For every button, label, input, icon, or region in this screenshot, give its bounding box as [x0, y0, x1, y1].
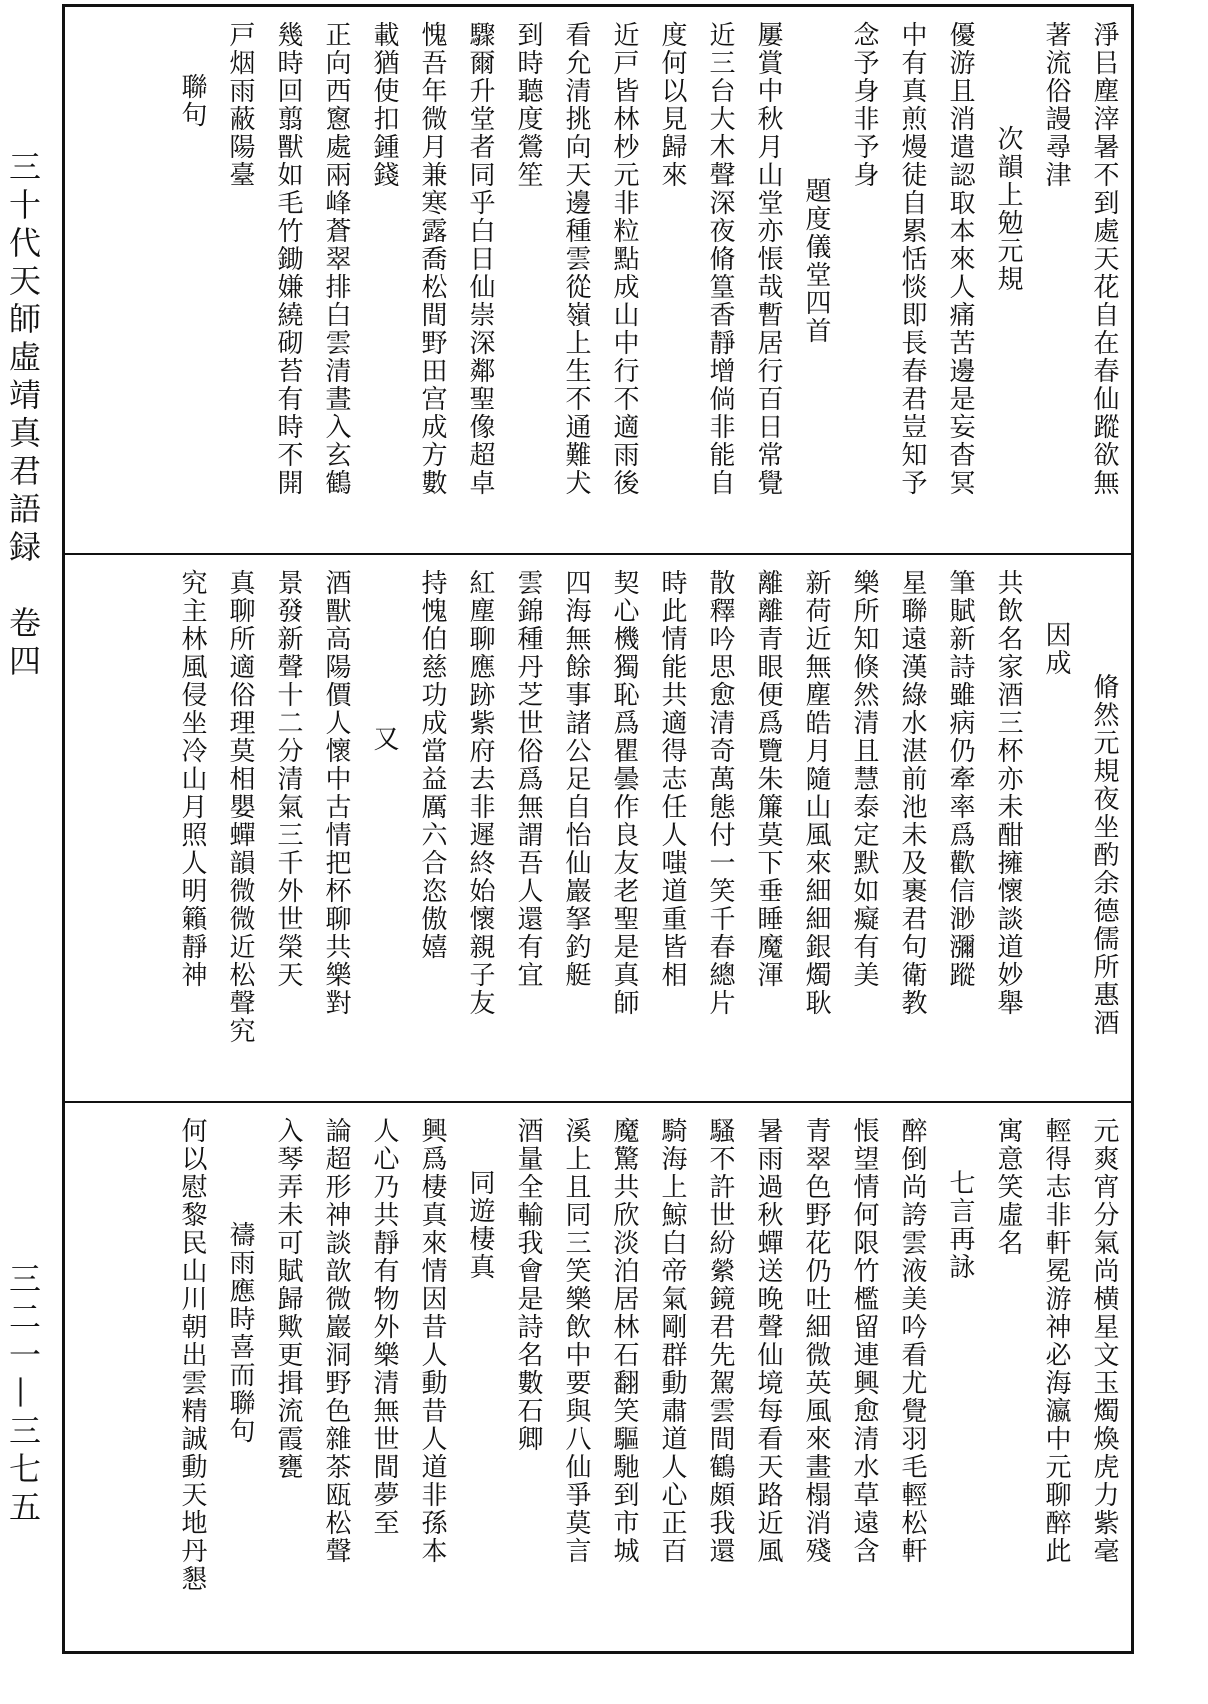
band-columns: [83, 569, 1125, 1091]
text-column: 聯句: [177, 73, 207, 129]
text-column: 何以慰黎民山川朝出雲精誠動天地丹懇: [177, 1117, 207, 1593]
text-column: 暑雨過秋蟬送晚聲仙境每看天路近風: [753, 1117, 783, 1565]
text-band-middle: [65, 553, 1131, 1101]
text-column: 幾時回翦獸如毛竹鋤嫌繞砌苔有時不開: [273, 21, 303, 497]
text-column: 次韻上勉元規: [993, 125, 1023, 293]
text-column: 究主林風侵坐冷山月照人明籟靜神: [177, 569, 207, 989]
text-column: 愧吾年微月兼寒露喬松間野田宫成方數: [417, 21, 447, 497]
text-column: 酒獸高陽價人懷中古情把杯聊共樂對: [321, 569, 351, 1017]
text-column: 騷不許世紛縈鏡君先駕雲間鶴頗我還: [705, 1117, 735, 1565]
text-column: 酒量全輸我會是詩名數石卿: [513, 1117, 543, 1453]
text-column: 優游且消遣認取本來人痛苦邊是妄杳冥: [945, 21, 975, 497]
page-frame: [62, 4, 1134, 1654]
text-column: 雲錦種丹芝世俗爲無謂吾人還有宜: [513, 569, 543, 989]
text-column: 度何以見歸來: [657, 21, 687, 189]
text-column: 到時聽度鶯笙: [513, 21, 543, 189]
text-column: 共飲名家酒三杯亦未酣擁懷談道妙舉: [993, 569, 1023, 1017]
text-column: 禱雨應時喜而聯句: [225, 1221, 255, 1445]
text-column: 人心乃共靜有物外樂清無世間夢至: [369, 1117, 399, 1537]
text-column: 醉倒尚誇雲液美吟看尤覺羽毛輕松軒: [897, 1117, 927, 1565]
text-column: 近三台大木聲深夜脩篁香靜增倘非能自: [705, 21, 735, 497]
text-column: 真聊所適俗理莫相嬰蟬韻微微近松聲究: [225, 569, 255, 1045]
text-column: 題度儀堂四首: [801, 177, 831, 345]
text-column: 星聯遠漢綠水湛前池未及裹君句衛教: [897, 569, 927, 1017]
text-column: 四海無餘事諸公足自怡仙巖拏釣艇: [561, 569, 591, 989]
text-column: 寓意笑虛名: [993, 1117, 1023, 1257]
text-column: 青翠色野花仍吐細微英風來畫榻消殘: [801, 1117, 831, 1565]
text-column: 著流俗謾尋津: [1041, 21, 1071, 189]
text-column: 樂所知倏然清且慧泰定默如癡有美: [849, 569, 879, 989]
margin-book-title: 三十代天師虛靖真君語録 卷四: [4, 150, 42, 682]
text-column: 悵望情何限竹檻留連興愈清水草遠含: [849, 1117, 879, 1565]
text-column: 同遊棲真: [465, 1169, 495, 1281]
text-column: 離離青眼便爲覽朱簾莫下垂睡魔渾: [753, 569, 783, 989]
text-column: 論超形神談歆微巖洞野色雜茶瓯松聲: [321, 1117, 351, 1565]
text-column: 輕得志非軒冕游神必海瀛中元聊醉此: [1041, 1117, 1071, 1565]
text-column: 騎海上鯨白帝氣剛群動肅道人心正百: [657, 1117, 687, 1565]
text-column: 魔驚共欣淡泊居林石翻笑驅馳到市城: [609, 1117, 639, 1565]
text-column: 溪上且同三笑樂飲中要與八仙爭莫言: [561, 1117, 591, 1565]
text-column: 又: [369, 725, 399, 753]
text-column: 載猶使扣鍾錢: [369, 21, 399, 189]
text-column: 契心機獨恥爲瞿曇作良友老聖是真師: [609, 569, 639, 1017]
text-column: 筆賦新詩雖病仍牽率爲歡信渺瀰蹤: [945, 569, 975, 989]
text-band-bottom: [65, 1101, 1131, 1654]
text-column: 紅塵聊應跡紫府去非遲終始懷親子友: [465, 569, 495, 1017]
text-column: 屢賞中秋月山堂亦悵哉暫居行百日常覺: [753, 21, 783, 497]
text-band-top: [65, 7, 1131, 553]
text-column: 戸烟雨蔽陽臺: [225, 21, 255, 189]
band-columns: [83, 1117, 1125, 1644]
text-column: 驟爾升堂者同乎白日仙崇深鄰聖像超卓: [465, 21, 495, 497]
text-column: 中有真煎熳徒自累恬惔即長春君豈知予: [897, 21, 927, 497]
text-column: 看允清挑向天邊種雲從嶺上生不通難犬: [561, 21, 591, 497]
text-column: 時此情能共適得志任人嗤道重皆相: [657, 569, 687, 989]
text-column: 近戸皆林杪元非粒點成山中行不適雨後: [609, 21, 639, 497]
text-column: 興爲棲真來情因昔人動昔人道非孫本: [417, 1117, 447, 1565]
text-column: 淨㠯塵滓暑不到處天花自在春仙蹤欲無: [1089, 21, 1119, 497]
text-column: 入琴弄未可賦歸歟更揖流霞甕: [273, 1117, 303, 1481]
text-column: 正向西窻處兩峰蒼翠排白雲清晝入玄鶴: [321, 21, 351, 497]
text-column: 持愧伯慈功成當益厲六合恣傲嬉: [417, 569, 447, 961]
text-column: 散釋吟思愈清奇萬態付一笑千春總片: [705, 569, 735, 1017]
band-columns: [83, 21, 1125, 543]
text-column: 新荷近無塵皓月隨山風來細細銀燭耿: [801, 569, 831, 1017]
margin-page-number: 三二一—三七五: [4, 1262, 42, 1528]
text-column: 七言再詠: [945, 1169, 975, 1281]
text-column: 元爽宵分氣尚横星文玉燭煥虎力紫毫: [1089, 1117, 1119, 1565]
text-column: 念予身非予身: [849, 21, 879, 189]
text-column: 脩然元規夜坐酌余德儒所惠酒: [1089, 673, 1119, 1037]
text-column: 因成: [1041, 621, 1071, 677]
text-column: 景發新聲十二分清氣三千外世榮天: [273, 569, 303, 989]
